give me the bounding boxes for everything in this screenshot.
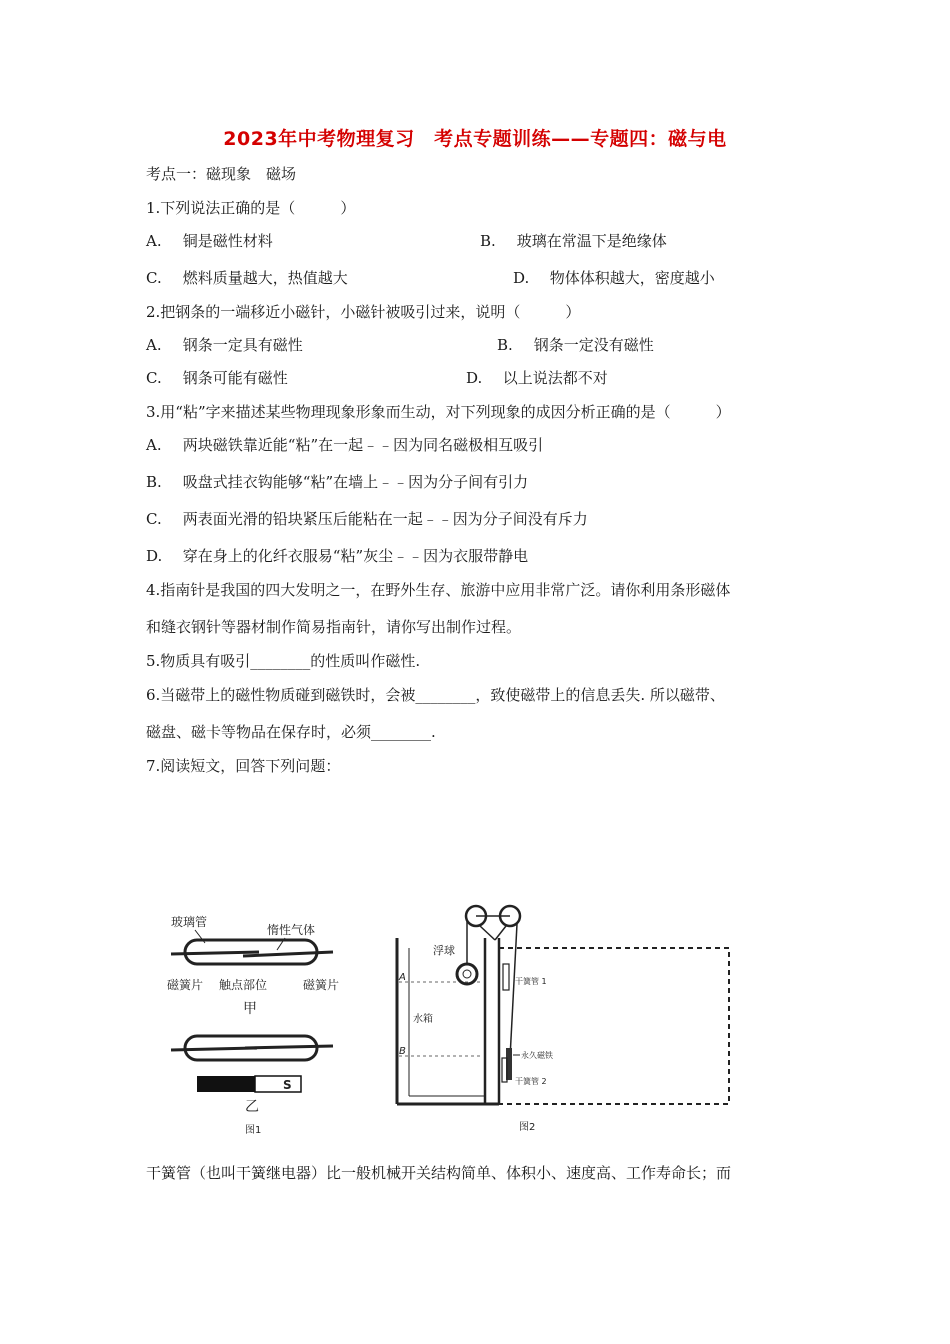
label-s-pole: S	[283, 1078, 292, 1092]
option-text: 物体体积越大，密度越小	[549, 269, 715, 287]
option-text: 两表面光滑的铅块紧压后能粘在一起﹣﹣因为分子间没有斥力	[182, 510, 588, 528]
q3-option-a	[146, 434, 543, 455]
label-glass-tube: 玻璃管	[171, 915, 208, 929]
q2-option-a	[146, 334, 303, 355]
q1-option-c	[146, 267, 348, 288]
question-7: 7.阅读短文，回答下列问题：	[146, 757, 341, 775]
rope	[480, 926, 495, 940]
label-reed-left: 磁簧片	[167, 978, 204, 992]
option-text: 钢条一定具有磁性	[182, 336, 303, 354]
option-letter: A.	[146, 232, 162, 250]
q2-option-c	[146, 367, 288, 388]
option-letter: D.	[466, 369, 483, 387]
label-float: 浮球	[433, 944, 455, 957]
label-magnet: 永久磁铁	[521, 1051, 553, 1060]
figure-1-reed-switch	[165, 900, 365, 1140]
label-jia: 甲	[243, 1001, 257, 1017]
option-letter: A.	[146, 436, 162, 454]
option-letter: C.	[146, 510, 162, 528]
label-inert-gas: 惰性气体	[267, 923, 316, 937]
option-letter: B.	[146, 473, 162, 491]
option-letter: B.	[480, 232, 496, 250]
q3-option-c	[146, 508, 588, 529]
q1-option-b	[480, 230, 667, 251]
bar-magnet-north	[197, 1076, 255, 1092]
rope	[495, 926, 506, 940]
page-title: 2023年中考物理复习 考点专题训练——专题四：磁与电	[223, 128, 727, 150]
label-level-a: A	[399, 972, 406, 983]
q1-option-a	[146, 230, 273, 251]
label-reed-right: 磁簧片	[303, 978, 340, 992]
question-6-line-2: 磁盘、磁卡等物品在保存时，必须________.	[146, 723, 436, 741]
rope-counterweight	[510, 924, 517, 1058]
float-ball-inner	[463, 970, 471, 978]
option-letter: D.	[513, 269, 530, 287]
question-1-stem: 1.下列说法正确的是（ ）	[146, 199, 356, 217]
question-4-line-1: 4.指南针是我国的四大发明之一，在野外生存、旅游中应用非常广泛。请你利用条形磁体	[146, 581, 731, 599]
label-reed-1: 干簧管 1	[515, 977, 547, 986]
option-text: 铜是磁性材料	[182, 232, 273, 250]
reed-switch-1	[503, 964, 509, 990]
q1-option-d	[513, 267, 715, 288]
option-letter: D.	[146, 547, 163, 565]
label-tank: 水箱	[413, 1014, 433, 1025]
label-yi: 乙	[245, 1099, 259, 1115]
caption-figure-1: 图1	[245, 1125, 262, 1136]
option-text: 钢条一定没有磁性	[533, 336, 654, 354]
q2-option-b	[497, 334, 654, 355]
caption-figure-2: 图2	[519, 1122, 536, 1133]
section-heading: 考点一：磁现象 磁场	[146, 165, 297, 183]
reed-blade-left	[171, 952, 259, 954]
question-3-stem: 3.用“粘”字来描述某些物理现象形象而生动，对下列现象的成因分析正确的是（ ）	[146, 403, 731, 421]
label-reed-2: 干簧管 2	[515, 1077, 547, 1086]
reed-blade-right	[245, 1046, 333, 1048]
question-4-line-2: 和缝衣钢针等器材制作简易指南针，请你写出制作过程。	[146, 618, 522, 636]
option-text: 两块磁铁靠近能“粘”在一起﹣﹣因为同名磁极相互吸引	[182, 436, 544, 454]
option-letter: C.	[146, 269, 162, 287]
q2-option-d	[466, 367, 608, 388]
option-letter: C.	[146, 369, 162, 387]
figure-2-water-tank	[385, 898, 745, 1138]
option-letter: B.	[497, 336, 513, 354]
question-5: 5.物质具有吸引________的性质叫作磁性.	[146, 652, 421, 670]
q3-option-d	[146, 545, 528, 566]
option-text: 燃料质量越大，热值越大	[182, 269, 348, 287]
bar-magnet-south	[255, 1076, 301, 1092]
float-ball	[457, 964, 477, 984]
option-text: 钢条可能有磁性	[182, 369, 288, 387]
option-text: 吸盘式挂衣钩能够“粘”在墙上﹣﹣因为分子间有引力	[182, 473, 529, 491]
question-6-line-1: 6.当磁带上的磁性物质碰到磁铁时，会被________，致使磁带上的信息丢失. 所以磁带、	[146, 686, 725, 704]
q3-option-b	[146, 471, 528, 492]
label-contact: 触点部位	[219, 978, 268, 992]
reed-blade-left	[171, 1048, 257, 1050]
option-text: 以上说法都不对	[502, 369, 608, 387]
label-level-b: B	[399, 1046, 406, 1057]
option-letter: A.	[146, 336, 162, 354]
option-text: 穿在身上的化纤衣服易“粘”灰尘﹣﹣因为衣服带静电	[182, 547, 529, 565]
option-text: 玻璃在常温下是绝缘体	[516, 232, 667, 250]
passage-line: 干簧管（也叫干簧继电器）比一般机械开关结构简单、体积小、速度高、工作寿命长；而	[146, 1164, 732, 1182]
question-2-stem: 2.把钢条的一端移近小磁针，小磁针被吸引过来，说明（ ）	[146, 303, 581, 321]
